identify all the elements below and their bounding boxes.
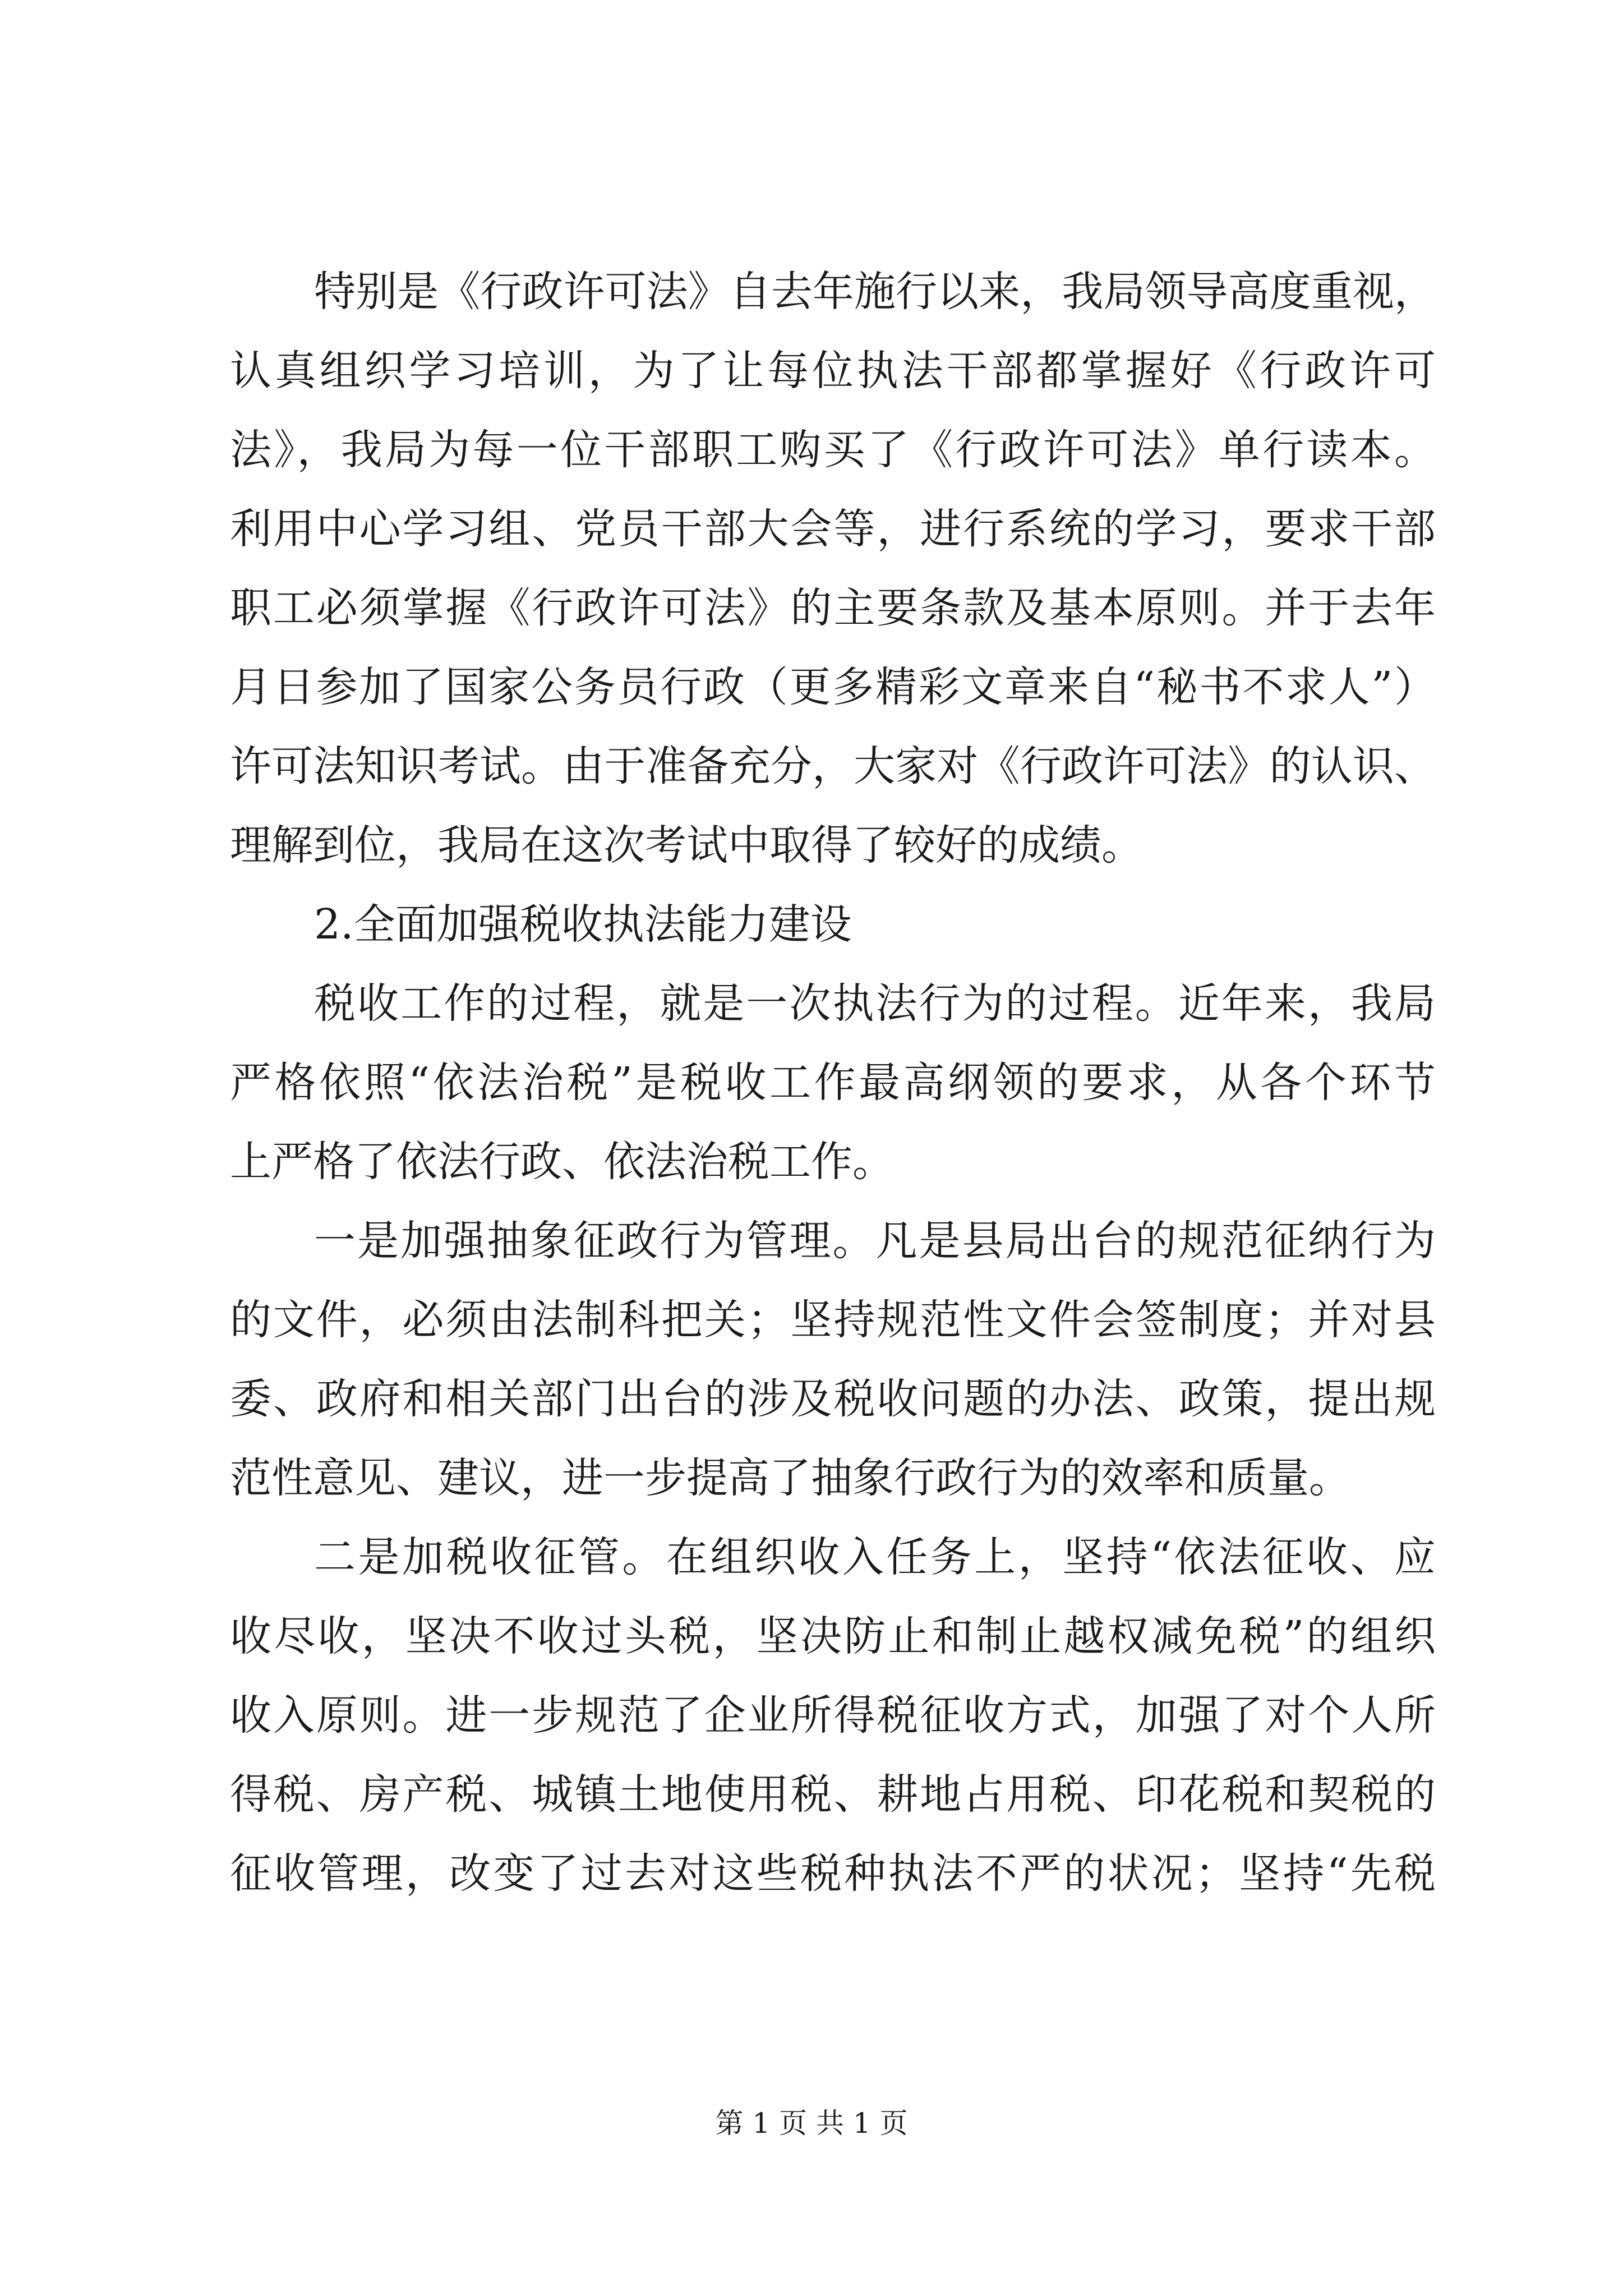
text-line: 利用中心学习组、党员干部大会等，进行系统的学习，要求干部	[230, 505, 1436, 553]
text-line: 委、政府和相关部门出台的涉及税收问题的办法、政策，提出规	[230, 1375, 1436, 1423]
paragraph-p1	[230, 252, 1436, 885]
text-line: 月日参加了国家公务员行政（更多精彩文章来自“秘书不求人”）	[230, 663, 1436, 711]
text-line: 收尽收，坚决不收过头税，坚决防止和制止越权减免税”的组织	[230, 1612, 1436, 1660]
text-line: 得税、房产税、城镇土地使用税、耕地占用税、印花税和契税的	[230, 1770, 1436, 1819]
page-number: 第 1 页 共 1 页	[715, 2107, 908, 2139]
heading-line: 2.全面加强税收执法能力建设	[314, 900, 852, 949]
text-line: 认真组织学习培训，为了让每位执法干部都掌握好《行政许可	[230, 347, 1436, 395]
text-line: 一是加强抽象征政行为管理。凡是县局出台的规范征纳行为	[314, 1217, 1436, 1265]
text-line: 上严格了依法行政、依法治税工作。	[230, 1138, 894, 1186]
text-line: 征收管理，改变了过去对这些税种执法不严的状况；坚持“先税	[230, 1849, 1436, 1898]
text-line: 的文件，必须由法制科把关；坚持规范性文件会签制度；并对县	[230, 1296, 1436, 1344]
text-line: 收入原则。进一步规范了企业所得税征收方式，加强了对个人所	[230, 1691, 1436, 1740]
paragraph-p3	[230, 1202, 1436, 1518]
text-line: 许可法知识考试。由于准备充分，大家对《行政许可法》的认识、	[230, 742, 1436, 790]
text-line: 法》，我局为每一位干部职工购买了《行政许可法》单行读本。	[230, 426, 1436, 474]
text-line: 严格依照“依法治税”是税收工作最高纲领的要求，从各个环节	[230, 1059, 1436, 1107]
text-line: 特别是《行政许可法》自去年施行以来，我局领导高度重视，	[314, 268, 1436, 316]
text-line: 范性意见、建议，进一步提高了抽象行政行为的效率和质量。	[230, 1454, 1350, 1502]
text-line: 二是加税收征管。在组织收入任务上，坚持“依法征收、应	[314, 1533, 1436, 1581]
text-line: 职工必须掌握《行政许可法》的主要条款及基本原则。并于去年	[230, 584, 1436, 632]
paragraph-p4	[230, 1518, 1436, 1913]
text-line: 理解到位，我局在这次考试中取得了较好的成绩。	[230, 821, 1143, 869]
section-heading	[230, 885, 1436, 964]
page-footer	[0, 2101, 1623, 2141]
text-line: 税收工作的过程，就是一次执法行为的过程。近年来，我局	[314, 979, 1436, 1028]
paragraph-p2	[230, 964, 1436, 1202]
document-body	[230, 252, 1436, 1913]
